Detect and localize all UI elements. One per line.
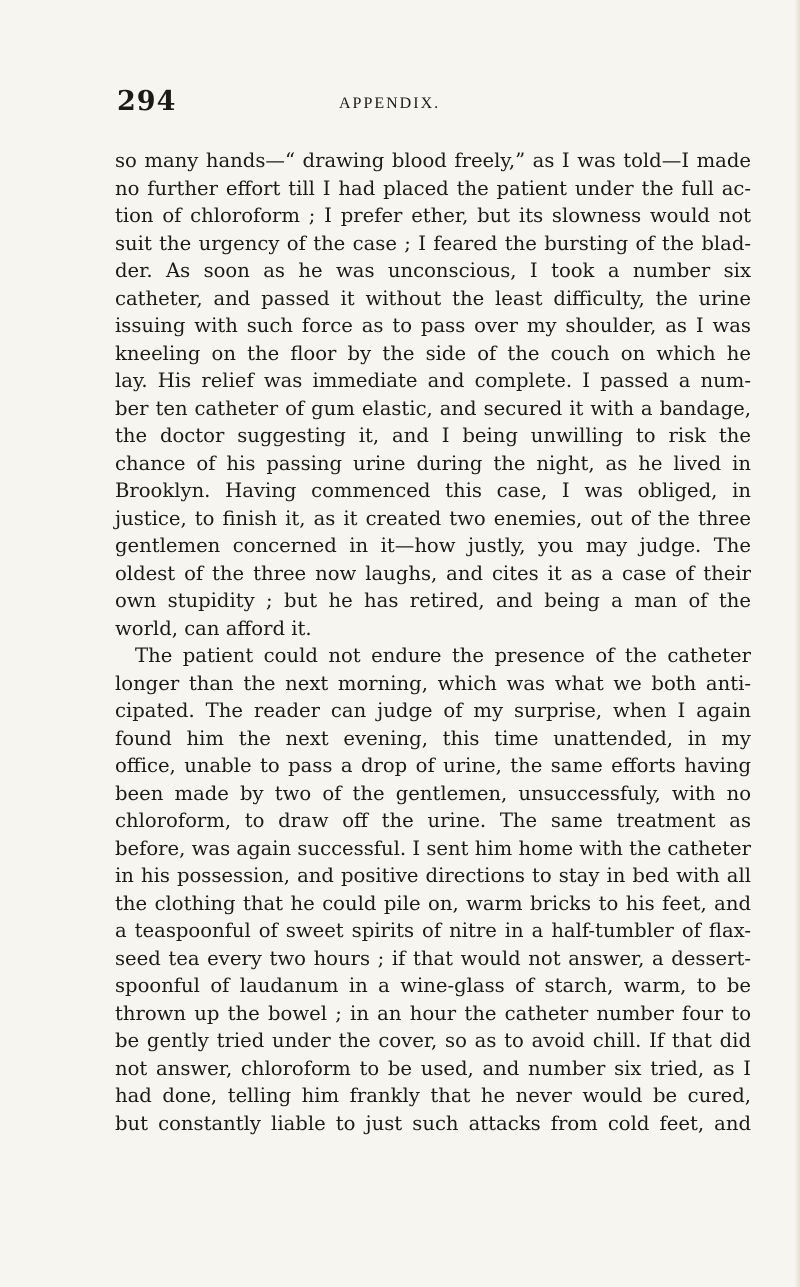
text-line: thrown up the bowel ; in an hour the catheter number four to (115, 1001, 751, 1025)
text-line: suit the urgency of the case ; I feared the bursting of the blad- (115, 231, 751, 255)
paragraph (115, 147, 751, 642)
text-line: issuing with such force as to pass over my shoulder, as I was (115, 314, 751, 337)
text-line: before, was again successful. I sent him home with the catheter (115, 836, 751, 860)
text-line: but constantly liable to just such attacks from cold feet, and (115, 1111, 751, 1135)
text-line: spoonful of laudanum in a wine-glass of starch, warm, to be (115, 974, 751, 997)
text-line: catheter, and passed it without the least difficulty, the urine (115, 286, 751, 310)
text-line: cipated. The reader can judge of my surprise, when I again (115, 699, 751, 722)
running-head: APPENDIX. (339, 95, 441, 112)
page-number: 294 (117, 86, 177, 117)
text-line: chance of his passing urine during the night, as he lived in (115, 451, 751, 475)
text-line: seed tea every two hours ; if that would not answer, a dessert- (115, 946, 751, 970)
text-line: gentlemen concerned in it—how justly, you may judge. The (115, 534, 751, 557)
text-line: found him the next evening, this time unattended, in my (115, 726, 751, 750)
paragraph (115, 642, 751, 1137)
text-line: justice, to finish it, as it created two enemies, out of the three (115, 506, 751, 530)
text-line: ber ten catheter of gum elastic, and secured it with a bandage, (115, 396, 751, 420)
text-line: a teaspoonful of sweet spirits of nitre in a half-tumbler of flax- (115, 919, 751, 942)
page-edge (794, 0, 800, 1287)
text-line: been made by two of the gentlemen, unsuccessfuly, with no (115, 781, 751, 805)
text-line: not answer, chloroform to be used, and number six tried, as I (115, 1056, 751, 1080)
text-line: oldest of the three now laughs, and cites it as a case of their (115, 561, 751, 585)
body-text (115, 147, 751, 1137)
text-line: kneeling on the floor by the side of the couch on which he (115, 341, 751, 365)
text-line: so many hands—“ drawing blood freely,” as I was told—I made (115, 149, 751, 172)
text-line: Brooklyn. Having commenced this case, I was obliged, in (115, 479, 751, 502)
text-line: own stupidity ; but he has retired, and being a man of the (115, 589, 751, 612)
text-line: world, can afford it. (115, 616, 312, 640)
text-line: the doctor suggesting it, and I being unwilling to risk the (115, 424, 751, 447)
text-line: lay. His relief was immediate and complete. I passed a num- (115, 369, 751, 392)
text-line: in his possession, and positive directions to stay in bed with all (115, 864, 751, 887)
text-line: The patient could not endure the presence of the catheter (135, 644, 751, 667)
text-line: office, unable to pass a drop of urine, the same efforts having (115, 754, 751, 777)
text-line: chloroform, to draw off the urine. The same treatment as (115, 809, 751, 832)
page-header (117, 86, 747, 126)
text-line: der. As soon as he was unconscious, I took a number six (115, 259, 751, 282)
text-line: be gently tried under the cover, so as to avoid chill. If that did (115, 1029, 751, 1052)
text-line: no further effort till I had placed the patient under the full ac- (115, 176, 751, 200)
text-line: longer than the next morning, which was what we both anti- (115, 671, 751, 695)
text-line: had done, telling him frankly that he never would be cured, (115, 1084, 751, 1107)
text-line: the clothing that he could pile on, warm bricks to his feet, and (115, 891, 751, 915)
text-line: tion of chloroform ; I prefer ether, but its slowness would not (115, 204, 751, 227)
